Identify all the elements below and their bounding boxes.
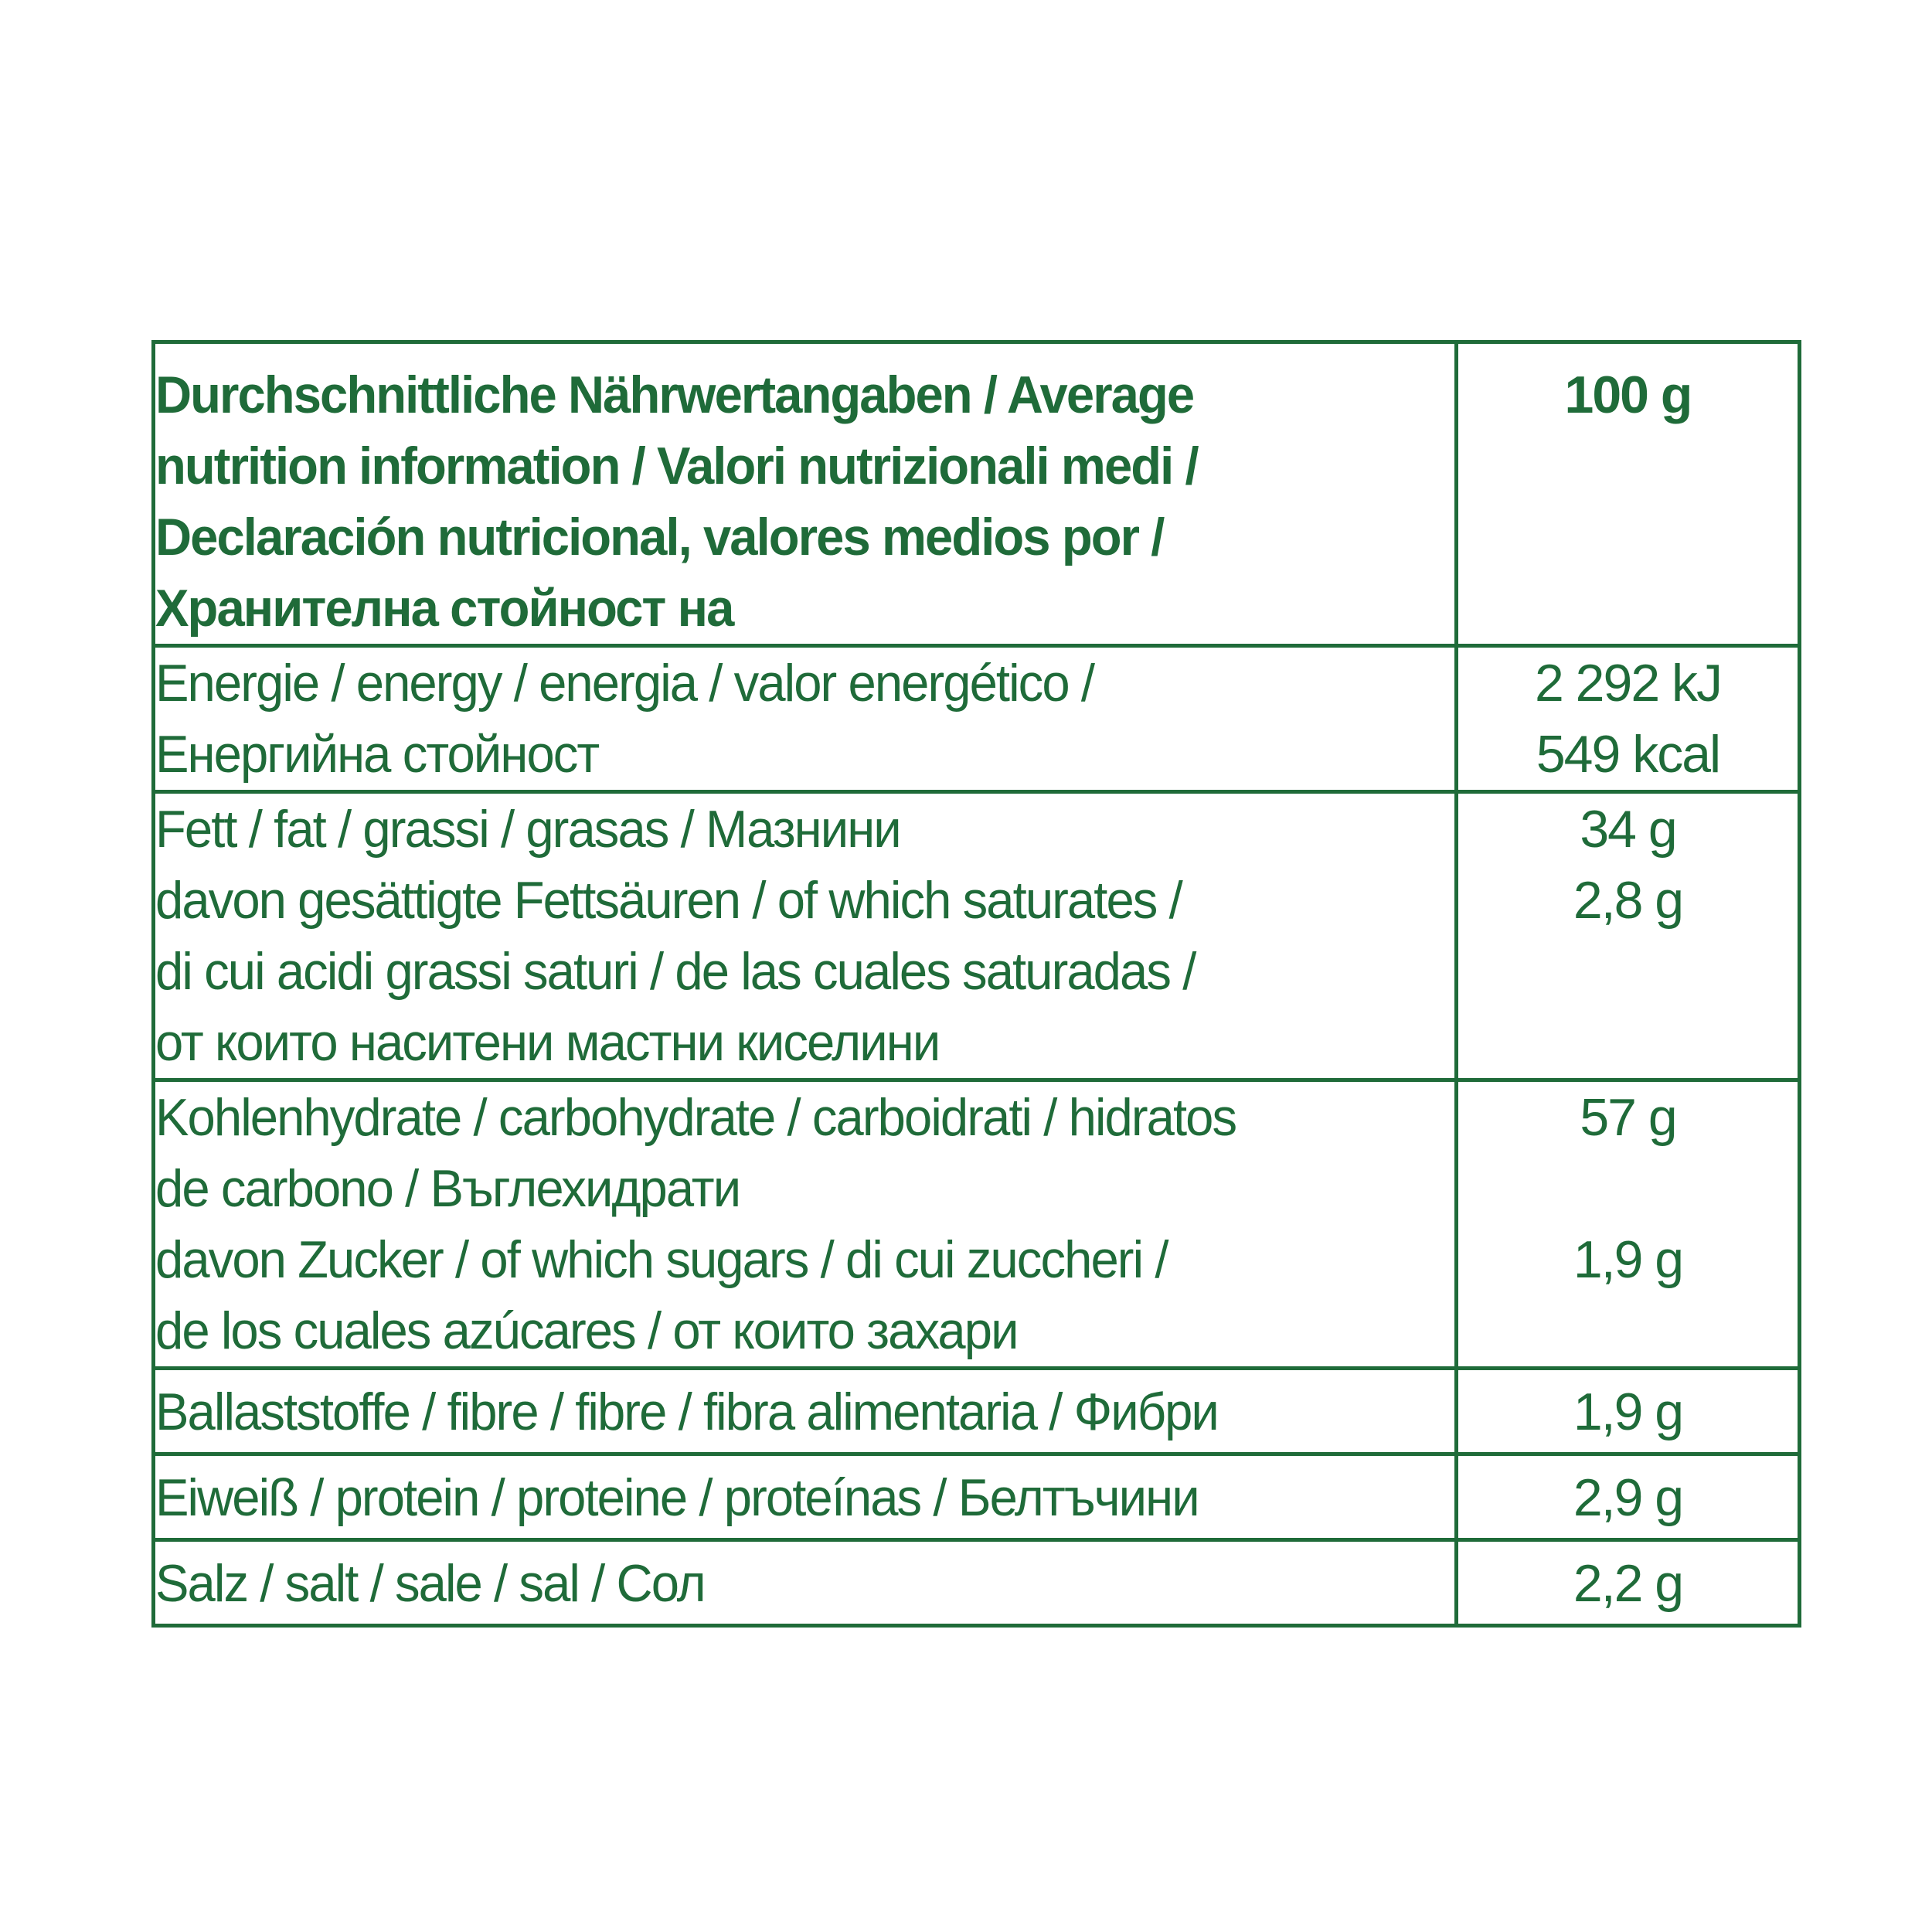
fat-value: 34 g xyxy=(1580,800,1676,859)
saturates-value: 2,8 g xyxy=(1573,871,1683,930)
saturates-label-line: от които наситени мастни киселини xyxy=(155,1013,940,1072)
table-row-fat xyxy=(154,792,1800,1080)
sugars-label-line: de los cuales azúcares / от които захари xyxy=(155,1301,1018,1360)
table-row-salt xyxy=(154,1540,1800,1626)
saturates-label-line: davon gesättigte Fettsäuren / of which saturates / xyxy=(155,871,1182,930)
protein-value-cell xyxy=(1457,1454,1800,1540)
fat-value-cell xyxy=(1457,792,1800,1080)
salt-value-cell xyxy=(1457,1540,1800,1626)
fibre-label-cell xyxy=(154,1369,1457,1454)
fibre-label: Ballaststoffe / fibre / fibre / fibra alimentaria / Фибри xyxy=(155,1383,1218,1441)
table-row-protein xyxy=(154,1454,1800,1540)
carbohydrate-value-cell xyxy=(1457,1080,1800,1369)
protein-label: Eiweiß / protein / proteine / proteínas / Белтъчини xyxy=(155,1468,1199,1527)
sugars-value: 1,9 g xyxy=(1573,1230,1683,1289)
header-label-line: Durchschnittliche Nährwertangaben / Average xyxy=(155,366,1194,424)
header-label-line: Declaración nutricional, valores medios por / xyxy=(155,508,1164,566)
saturates-label-line: di cui acidi grassi saturi / de las cuales saturadas / xyxy=(155,942,1196,1001)
energy-kcal-value: 549 kcal xyxy=(1536,725,1720,784)
table-row-energy xyxy=(154,646,1800,792)
energy-label-cell xyxy=(154,646,1457,792)
protein-label-cell xyxy=(154,1454,1457,1540)
fibre-value-cell xyxy=(1457,1369,1800,1454)
carbohydrate-value: 57 g xyxy=(1580,1088,1676,1147)
protein-value: 2,9 g xyxy=(1573,1468,1683,1527)
carbohydrate-label-line: Kohlenhydrate / carbohydrate / carboidrati / hidratos xyxy=(155,1088,1236,1147)
header-value: 100 g xyxy=(1564,366,1692,424)
header-label-cell xyxy=(154,342,1457,646)
header-label-line: Хранителна стойност на xyxy=(155,579,733,638)
value-spacer xyxy=(1458,1153,1798,1224)
energy-kj-value: 2 292 kJ xyxy=(1534,654,1722,713)
fat-label-line: Fett / fat / grassi / grasas / Мазнини xyxy=(155,800,900,859)
fat-label-cell xyxy=(154,792,1457,1080)
table-row-fibre xyxy=(154,1369,1800,1454)
table-header-row xyxy=(154,342,1800,646)
header-value-cell xyxy=(1457,342,1800,646)
carbohydrate-label-cell xyxy=(154,1080,1457,1369)
sugars-label-line: davon Zucker / of which sugars / di cui zuccheri / xyxy=(155,1230,1168,1289)
energy-value-cell xyxy=(1457,646,1800,792)
energy-label-line: Energie / energy / energia / valor energético / xyxy=(155,654,1094,713)
salt-label: Salz / salt / sale / sal / Сол xyxy=(155,1554,705,1613)
fibre-value: 1,9 g xyxy=(1573,1383,1683,1441)
salt-value: 2,2 g xyxy=(1573,1554,1683,1613)
energy-label-line: Енергийна стойност xyxy=(155,725,599,784)
header-label-line: nutrition information / Valori nutrizionali medi / xyxy=(155,437,1198,495)
nutrition-table xyxy=(151,340,1801,1628)
table-row-carbohydrate xyxy=(154,1080,1800,1369)
salt-label-cell xyxy=(154,1540,1457,1626)
carbohydrate-label-line: de carbono / Въглехидрати xyxy=(155,1159,740,1218)
